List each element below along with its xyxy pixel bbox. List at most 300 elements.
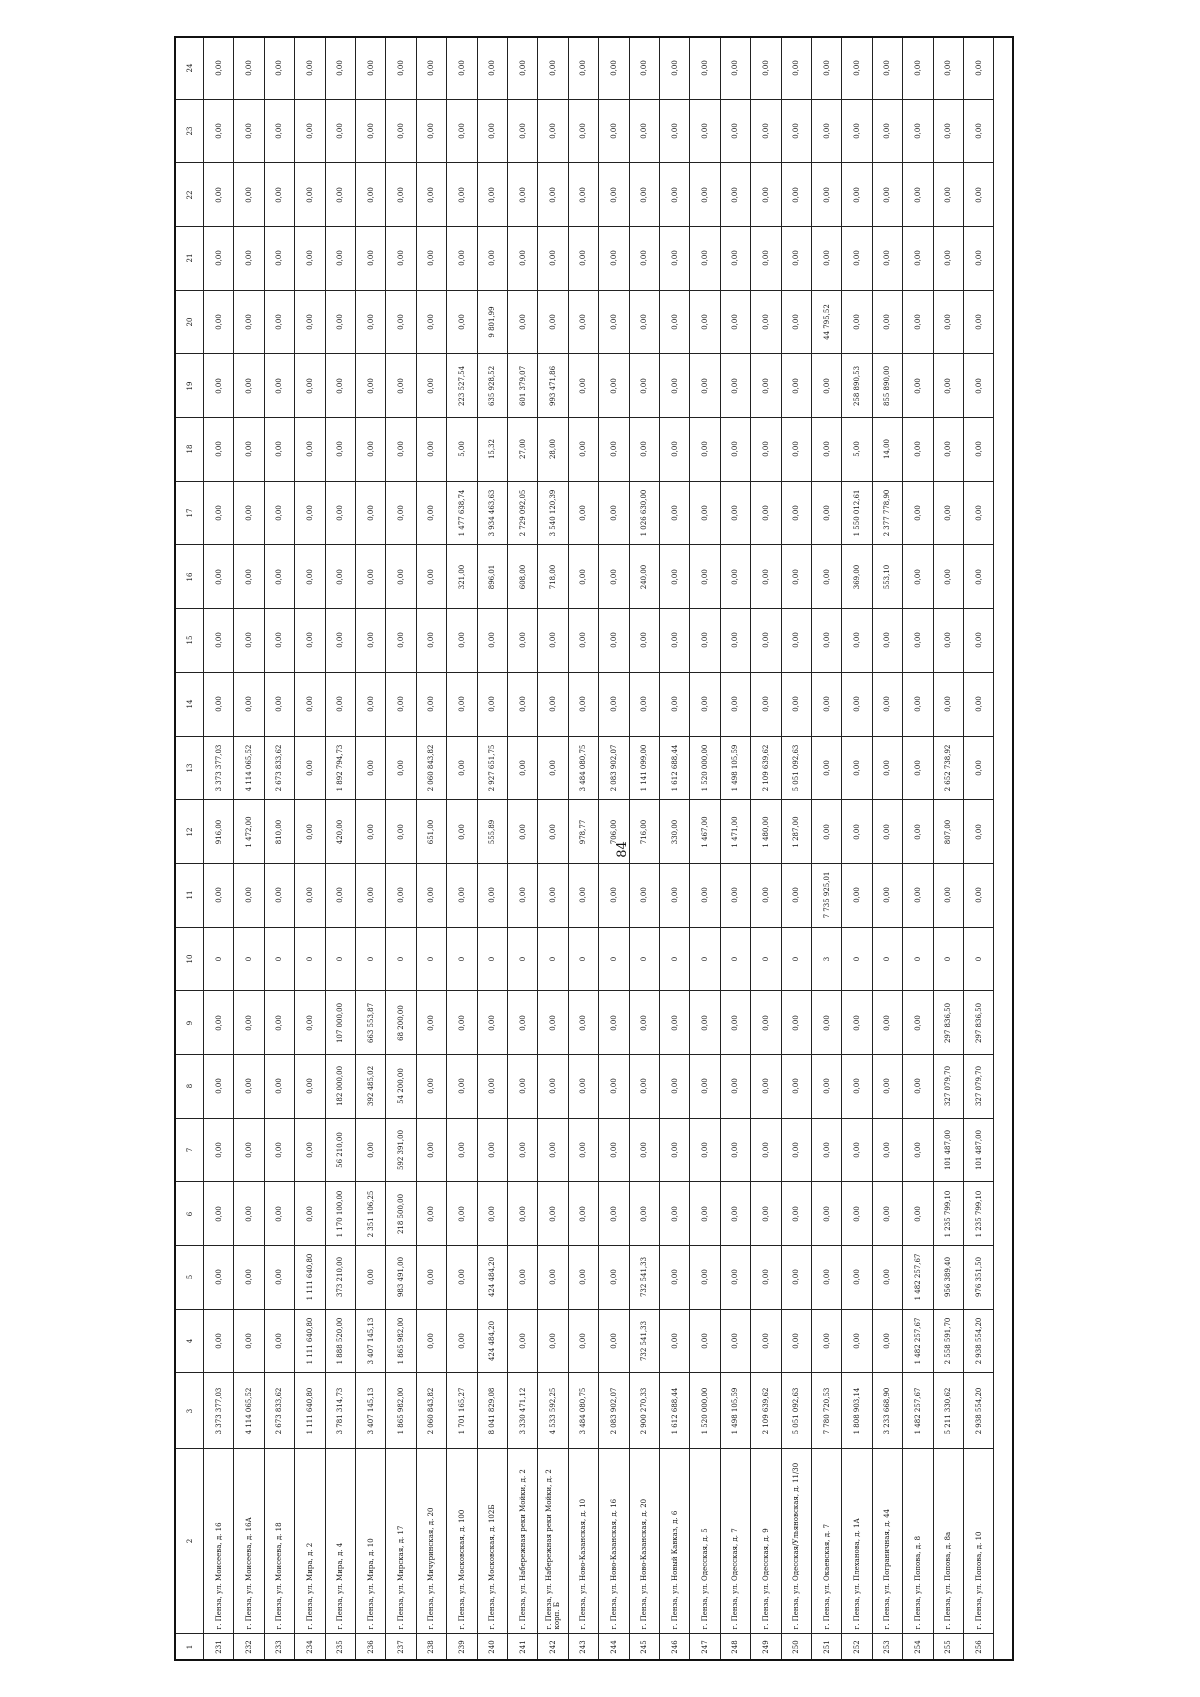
table-cell bbox=[812, 482, 842, 546]
cell-text: 1 111 640,80 bbox=[305, 1387, 314, 1435]
table-cell bbox=[569, 609, 599, 673]
cell-text: 0,00 bbox=[366, 186, 375, 203]
table-cell bbox=[812, 1055, 842, 1119]
cell-text: 0,00 bbox=[792, 1333, 801, 1349]
table-cell bbox=[356, 928, 386, 992]
header-label: 18 bbox=[185, 444, 194, 454]
table-cell bbox=[782, 1119, 812, 1183]
table-row bbox=[356, 38, 386, 1659]
header-cell bbox=[176, 673, 204, 737]
table-cell bbox=[265, 673, 295, 737]
table-cell bbox=[721, 482, 751, 546]
table-cell bbox=[934, 1246, 964, 1310]
table-cell bbox=[812, 1119, 842, 1183]
cell-text: 0,00 bbox=[701, 1205, 710, 1222]
table-cell bbox=[630, 991, 660, 1055]
table-cell bbox=[842, 100, 872, 164]
cell-text: 0,00 bbox=[366, 696, 375, 712]
cell-text: 0,00 bbox=[944, 505, 953, 521]
cell-text: 0,00 bbox=[853, 1205, 862, 1222]
table-cell bbox=[265, 1449, 295, 1634]
table-cell bbox=[538, 609, 568, 673]
cell-text: 255 bbox=[944, 1639, 953, 1654]
table-cell bbox=[417, 864, 447, 928]
table-cell bbox=[903, 991, 933, 1055]
cell-text: 0,00 bbox=[822, 1269, 831, 1286]
table-cell bbox=[751, 737, 781, 801]
cell-text: 248 bbox=[731, 1639, 740, 1654]
header-label: 5 bbox=[185, 1275, 194, 1280]
cell-text: 1 612 688,44 bbox=[670, 1387, 679, 1435]
cell-text: 0,00 bbox=[731, 1333, 740, 1349]
table-cell bbox=[204, 609, 234, 673]
cell-text: 240,00 bbox=[640, 564, 649, 590]
table-cell bbox=[356, 1634, 386, 1659]
cell-text: 608,00 bbox=[518, 564, 527, 590]
table-cell bbox=[204, 482, 234, 546]
table-cell bbox=[599, 1182, 629, 1246]
table-cell bbox=[630, 1634, 660, 1659]
table-cell bbox=[964, 737, 994, 801]
cell-text: 424 484,20 bbox=[488, 1320, 497, 1362]
table-cell bbox=[234, 1373, 264, 1449]
cell-text: 0,00 bbox=[336, 314, 345, 330]
table-cell bbox=[478, 418, 508, 482]
table-row bbox=[690, 38, 720, 1659]
cell-text: 0,00 bbox=[974, 505, 983, 521]
table-cell bbox=[599, 991, 629, 1055]
table-cell bbox=[903, 163, 933, 227]
table-cell bbox=[265, 354, 295, 418]
table-cell bbox=[964, 227, 994, 291]
table-cell bbox=[934, 545, 964, 609]
cell-text: 1 235 799,10 bbox=[944, 1190, 953, 1238]
table-cell bbox=[630, 1246, 660, 1310]
table-cell bbox=[538, 1246, 568, 1310]
cell-text: 0,00 bbox=[397, 505, 406, 521]
cell-text: 0,00 bbox=[518, 887, 527, 904]
cell-text: 246 bbox=[670, 1639, 679, 1654]
table-cell bbox=[721, 100, 751, 164]
cell-text: 0 bbox=[701, 956, 710, 962]
table-cell bbox=[964, 354, 994, 418]
cell-text: 3 bbox=[822, 956, 831, 962]
table-cell bbox=[934, 864, 964, 928]
cell-text: 0,00 bbox=[245, 250, 254, 267]
table-cell bbox=[812, 291, 842, 355]
cell-text: 238 bbox=[427, 1639, 436, 1654]
cell-text: 0,00 bbox=[913, 250, 922, 267]
cell-text: 0,00 bbox=[853, 1078, 862, 1095]
table-cell bbox=[204, 1182, 234, 1246]
cell-text: 0,00 bbox=[761, 887, 770, 904]
table-cell bbox=[295, 1449, 325, 1634]
cell-text: 2 060 843,82 bbox=[427, 1387, 436, 1435]
table-cell bbox=[508, 864, 538, 928]
table-cell bbox=[934, 1182, 964, 1246]
cell-text: 0,00 bbox=[427, 123, 436, 139]
cell-text: 0,00 bbox=[883, 60, 892, 77]
cell-text: 7 735 925,01 bbox=[822, 871, 831, 919]
table-cell bbox=[630, 1119, 660, 1183]
cell-text: 2 351 106,25 bbox=[366, 1190, 375, 1238]
table-cell bbox=[478, 800, 508, 864]
table-cell bbox=[721, 1182, 751, 1246]
cell-text: 0,00 bbox=[488, 632, 497, 649]
cell-text: 916,00 bbox=[214, 819, 223, 844]
cell-text: 0,00 bbox=[883, 696, 892, 712]
table-cell bbox=[782, 100, 812, 164]
cell-text: 0,00 bbox=[305, 823, 314, 840]
cell-text: 0,00 bbox=[305, 696, 314, 712]
table-cell bbox=[630, 1310, 660, 1374]
cell-text: 7 780 720,53 bbox=[822, 1387, 831, 1435]
table-cell bbox=[326, 737, 356, 801]
cell-text: 0,00 bbox=[275, 1142, 284, 1158]
cell-text: 0,00 bbox=[913, 1205, 922, 1222]
table-cell bbox=[447, 991, 477, 1055]
cell-text: 0,00 bbox=[214, 1205, 223, 1222]
cell-text: 0,00 bbox=[214, 123, 223, 139]
header-cell bbox=[176, 800, 204, 864]
header-cell bbox=[176, 1119, 204, 1183]
table-cell bbox=[447, 1182, 477, 1246]
cell-text: 0,00 bbox=[427, 441, 436, 458]
cell-text: 0,00 bbox=[913, 505, 922, 521]
table-cell bbox=[721, 928, 751, 992]
table-cell bbox=[569, 1373, 599, 1449]
cell-text: 0,00 bbox=[427, 568, 436, 585]
cell-text: 1 520 000,00 bbox=[701, 744, 710, 792]
table-cell bbox=[842, 991, 872, 1055]
table-cell bbox=[812, 800, 842, 864]
cell-text: 0,00 bbox=[609, 1333, 618, 1349]
cell-text: 242 bbox=[549, 1639, 558, 1654]
table-cell bbox=[386, 1634, 416, 1659]
table-cell bbox=[782, 1373, 812, 1449]
cell-text: 0,00 bbox=[397, 441, 406, 458]
table-cell bbox=[842, 1055, 872, 1119]
cell-text: 0,00 bbox=[853, 696, 862, 712]
cell-text: 0,00 bbox=[609, 1078, 618, 1095]
cell-text: 0,00 bbox=[731, 1142, 740, 1158]
table-cell bbox=[690, 227, 720, 291]
table-cell bbox=[721, 1310, 751, 1374]
table-cell bbox=[386, 1373, 416, 1449]
table-cell bbox=[447, 38, 477, 100]
table-cell bbox=[478, 673, 508, 737]
cell-text: 0,00 bbox=[670, 314, 679, 330]
cell-text: 3 934 463,63 bbox=[488, 489, 497, 537]
cell-text: 0,00 bbox=[549, 887, 558, 904]
table-cell bbox=[265, 291, 295, 355]
table-cell bbox=[660, 1634, 690, 1659]
table-cell bbox=[508, 418, 538, 482]
table-cell bbox=[934, 38, 964, 100]
cell-text: г. Пенза, ул. Одесская/Ульяновская, д. 11/30 bbox=[792, 1463, 801, 1630]
cell-text: 0,00 bbox=[488, 1014, 497, 1031]
cell-text: 0,00 bbox=[974, 887, 983, 904]
table-cell bbox=[721, 991, 751, 1055]
table-cell bbox=[903, 928, 933, 992]
table-cell bbox=[751, 864, 781, 928]
table-cell bbox=[265, 864, 295, 928]
cell-text: 330,00 bbox=[670, 819, 679, 844]
cell-text: 3 330 471,12 bbox=[518, 1387, 527, 1435]
table-cell bbox=[690, 609, 720, 673]
cell-text: 0,00 bbox=[761, 123, 770, 139]
table-cell bbox=[508, 227, 538, 291]
cell-text: 0,00 bbox=[913, 887, 922, 904]
cell-text: 0,00 bbox=[457, 1078, 466, 1095]
header-label: 12 bbox=[185, 827, 194, 836]
cell-text: 0,00 bbox=[853, 1014, 862, 1031]
cell-text: 0,00 bbox=[488, 250, 497, 267]
table-cell bbox=[417, 227, 447, 291]
cell-text: 0,00 bbox=[974, 314, 983, 330]
cell-text: 0 bbox=[609, 956, 618, 962]
table-cell bbox=[782, 928, 812, 992]
table-cell bbox=[295, 38, 325, 100]
cell-text: 254 bbox=[913, 1639, 922, 1654]
table-cell bbox=[660, 1246, 690, 1310]
table-cell bbox=[356, 1310, 386, 1374]
cell-text: 0,00 bbox=[549, 250, 558, 267]
cell-text: 0,00 bbox=[275, 1269, 284, 1286]
table-cell bbox=[630, 545, 660, 609]
table-cell bbox=[690, 737, 720, 801]
cell-text: 0,00 bbox=[792, 186, 801, 203]
table-row bbox=[934, 38, 964, 1659]
table-cell bbox=[751, 991, 781, 1055]
table-cell bbox=[721, 1119, 751, 1183]
cell-text: 0,00 bbox=[883, 1205, 892, 1222]
cell-text: 0,00 bbox=[245, 377, 254, 394]
table-cell bbox=[326, 1634, 356, 1659]
cell-text: 101 487,00 bbox=[974, 1129, 983, 1171]
table-cell bbox=[326, 1246, 356, 1310]
table-cell bbox=[204, 1449, 234, 1634]
cell-text: 0,00 bbox=[336, 696, 345, 712]
table-cell bbox=[630, 227, 660, 291]
table-cell bbox=[782, 38, 812, 100]
cell-text: 54 200,00 bbox=[397, 1068, 406, 1105]
table-cell bbox=[356, 418, 386, 482]
cell-text: 0,00 bbox=[640, 696, 649, 712]
cell-text: 0,00 bbox=[944, 696, 953, 712]
table-cell bbox=[265, 545, 295, 609]
cell-text: 2 673 833,62 bbox=[275, 1387, 284, 1435]
cell-text: 601 379,07 bbox=[518, 365, 527, 406]
cell-text: 0,00 bbox=[640, 1078, 649, 1095]
table-row bbox=[660, 38, 690, 1659]
cell-text: 0,00 bbox=[245, 568, 254, 585]
table-cell bbox=[934, 482, 964, 546]
cell-text: 0,00 bbox=[701, 60, 710, 77]
table-cell bbox=[356, 673, 386, 737]
cell-text: 4 114 065,52 bbox=[245, 744, 254, 792]
cell-text: 0 bbox=[457, 956, 466, 962]
cell-text: 0,00 bbox=[427, 1142, 436, 1158]
cell-text: 0,00 bbox=[366, 632, 375, 649]
cell-text: 553,10 bbox=[883, 564, 892, 590]
table-cell bbox=[721, 609, 751, 673]
cell-text: 0,00 bbox=[974, 186, 983, 203]
table-cell bbox=[417, 609, 447, 673]
table-cell bbox=[842, 800, 872, 864]
cell-text: 247 bbox=[701, 1639, 710, 1654]
table-cell bbox=[599, 673, 629, 737]
table-cell bbox=[234, 1310, 264, 1374]
table-cell bbox=[873, 482, 903, 546]
table-cell bbox=[812, 227, 842, 291]
cell-text: 327 079,70 bbox=[944, 1066, 953, 1107]
table-cell bbox=[326, 1055, 356, 1119]
table-cell bbox=[478, 1119, 508, 1183]
table-cell bbox=[751, 609, 781, 673]
cell-text: 2 729 092,05 bbox=[518, 489, 527, 537]
table-cell bbox=[326, 482, 356, 546]
table-cell bbox=[538, 38, 568, 100]
table-cell bbox=[934, 1449, 964, 1634]
cell-text: 0 bbox=[640, 956, 649, 962]
table-cell bbox=[934, 1310, 964, 1374]
table-cell bbox=[751, 673, 781, 737]
cell-text: 0,00 bbox=[913, 314, 922, 330]
table-cell bbox=[934, 291, 964, 355]
cell-text: 0,00 bbox=[609, 186, 618, 203]
table-cell bbox=[234, 354, 264, 418]
table-cell bbox=[690, 482, 720, 546]
header-label: 20 bbox=[185, 317, 194, 327]
cell-text: 0,00 bbox=[397, 314, 406, 330]
table-cell bbox=[934, 800, 964, 864]
table-cell bbox=[234, 1449, 264, 1634]
table-cell bbox=[538, 1055, 568, 1119]
table-cell bbox=[690, 928, 720, 992]
table-cell bbox=[204, 1055, 234, 1119]
table-cell bbox=[630, 100, 660, 164]
table-cell bbox=[295, 482, 325, 546]
cell-text: 0,00 bbox=[761, 632, 770, 649]
table-cell bbox=[265, 737, 295, 801]
cell-text: 0,00 bbox=[457, 1142, 466, 1158]
cell-text: 0,00 bbox=[792, 632, 801, 649]
cell-text: 0,00 bbox=[457, 186, 466, 203]
cell-text: 0,00 bbox=[883, 1333, 892, 1349]
table-row bbox=[326, 38, 356, 1659]
cell-text: 0,00 bbox=[457, 60, 466, 77]
table-cell bbox=[538, 163, 568, 227]
table-cell bbox=[569, 545, 599, 609]
cell-text: 0,00 bbox=[761, 441, 770, 458]
table-cell bbox=[386, 991, 416, 1055]
table-cell bbox=[265, 928, 295, 992]
cell-text: 1 141 099,00 bbox=[640, 744, 649, 792]
table-cell bbox=[204, 737, 234, 801]
table-cell bbox=[295, 1373, 325, 1449]
cell-text: 3 373 377,03 bbox=[214, 744, 223, 792]
cell-text: 1 520 000,00 bbox=[701, 1387, 710, 1435]
cell-text: 0,00 bbox=[761, 1205, 770, 1222]
table-cell bbox=[326, 991, 356, 1055]
table-cell bbox=[751, 1246, 781, 1310]
cell-text: 0,00 bbox=[670, 1014, 679, 1031]
cell-text: 0,00 bbox=[579, 1142, 588, 1158]
cell-text: 0,00 bbox=[549, 1269, 558, 1286]
cell-text: 0,00 bbox=[579, 377, 588, 394]
table-cell bbox=[842, 928, 872, 992]
table-cell bbox=[934, 1373, 964, 1449]
cell-text: 0,00 bbox=[275, 696, 284, 712]
cell-text: 0,00 bbox=[883, 1014, 892, 1031]
cell-text: 0,00 bbox=[670, 1333, 679, 1349]
table-cell bbox=[721, 418, 751, 482]
cell-text: 0,00 bbox=[974, 441, 983, 458]
table-cell bbox=[265, 163, 295, 227]
table-cell bbox=[812, 928, 842, 992]
table-row bbox=[417, 38, 447, 1659]
cell-text: 0,00 bbox=[701, 1142, 710, 1158]
cell-text: 0,00 bbox=[305, 250, 314, 267]
cell-text: 0 bbox=[670, 956, 679, 962]
table-cell bbox=[842, 1119, 872, 1183]
table-cell bbox=[569, 928, 599, 992]
table-cell bbox=[295, 928, 325, 992]
cell-text: 0,00 bbox=[670, 887, 679, 904]
table-cell bbox=[508, 1449, 538, 1634]
cell-text: 0,00 bbox=[792, 250, 801, 267]
cell-text: 0,00 bbox=[883, 760, 892, 776]
cell-text: 0,00 bbox=[275, 1333, 284, 1349]
table-cell bbox=[873, 1119, 903, 1183]
table-cell bbox=[569, 354, 599, 418]
cell-text: 0,00 bbox=[731, 314, 740, 330]
table-cell bbox=[721, 1373, 751, 1449]
table-cell bbox=[660, 100, 690, 164]
table-cell bbox=[660, 482, 690, 546]
cell-text: 0,00 bbox=[792, 887, 801, 904]
cell-text: 0,00 bbox=[275, 505, 284, 521]
table-cell bbox=[295, 991, 325, 1055]
cell-text: 0,00 bbox=[397, 60, 406, 77]
cell-text: 0,00 bbox=[245, 1078, 254, 1095]
cell-text: 0,00 bbox=[549, 632, 558, 649]
table-cell bbox=[812, 673, 842, 737]
cell-text: 0,00 bbox=[305, 1205, 314, 1222]
table-cell bbox=[508, 545, 538, 609]
table-cell bbox=[508, 991, 538, 1055]
cell-text: 0 bbox=[336, 956, 345, 962]
table-cell bbox=[812, 1246, 842, 1310]
table-cell bbox=[356, 1119, 386, 1183]
table-cell bbox=[842, 1373, 872, 1449]
cell-text: г. Пенза, ул. Набережная реки Мойки, д. 2 корп. Б bbox=[545, 1469, 562, 1630]
table-cell bbox=[234, 227, 264, 291]
table-cell bbox=[903, 1182, 933, 1246]
cell-text: 0,00 bbox=[731, 250, 740, 267]
cell-text: 0,00 bbox=[731, 1269, 740, 1286]
cell-text: 0,00 bbox=[275, 1014, 284, 1031]
table-cell bbox=[204, 864, 234, 928]
table-cell bbox=[295, 1119, 325, 1183]
table-cell bbox=[599, 545, 629, 609]
table-row bbox=[751, 38, 781, 1659]
cell-text: г. Пенза, ул. Пограничная, д. 44 bbox=[883, 1509, 892, 1630]
table-cell bbox=[569, 100, 599, 164]
table-cell bbox=[630, 800, 660, 864]
table-cell bbox=[690, 1449, 720, 1634]
